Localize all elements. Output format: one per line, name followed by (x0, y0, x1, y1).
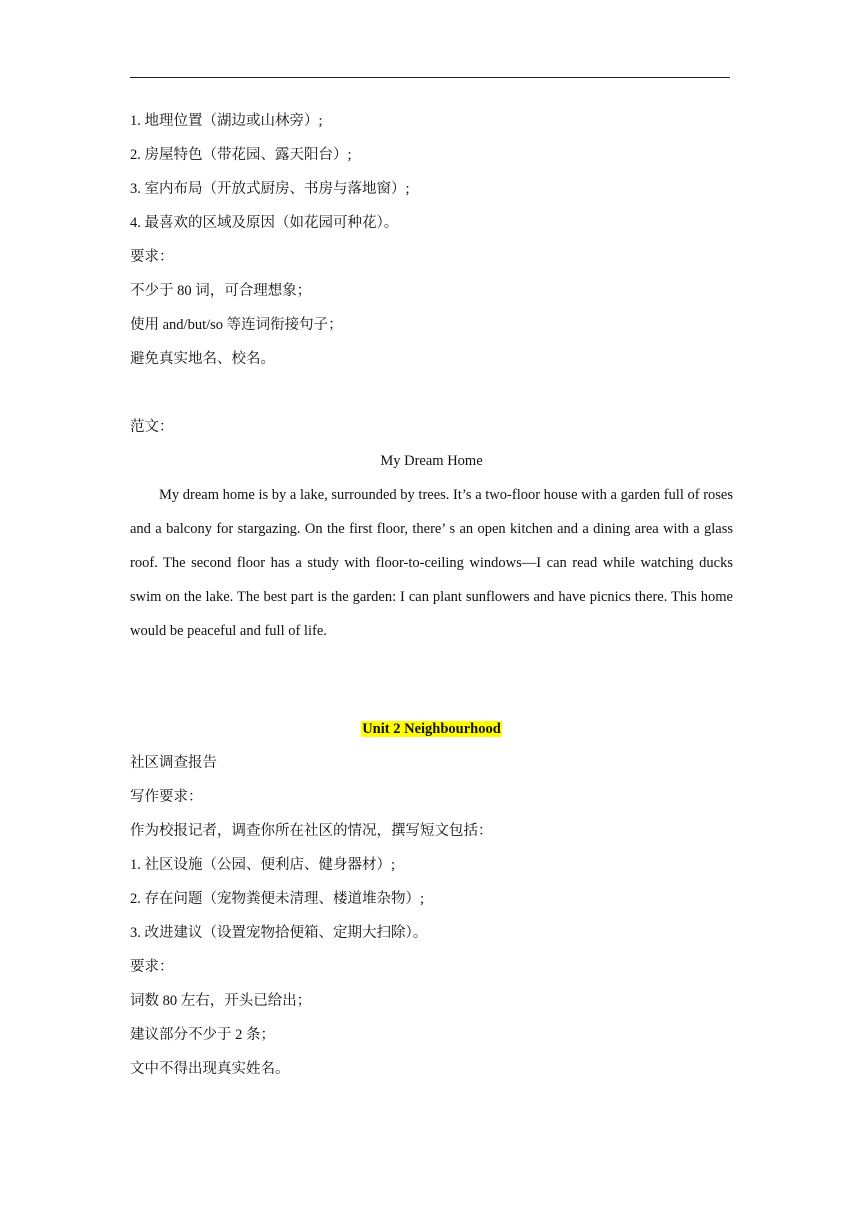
spacer (130, 376, 733, 410)
spacer (130, 648, 733, 712)
unit-heading (130, 712, 733, 746)
requirements-label: 要求： (130, 249, 174, 265)
essay-body: My dream home is by a lake, surrounded by trees. It’s a two-floor house with a garden full of roses and a balcony for stargazing. On the first floor, there’ s an open kitchen and a dining area with a glass roof. The second floor has a study with floor-to-ceiling windows—I can read while watching ducks swim on the lake. The best part is the garden: I can plant sunflowers and have picnics there. This home would be peaceful and full of life. (130, 487, 733, 639)
list-item: 3. 室内布局（开放式厨房、书房与落地窗）; (130, 181, 410, 197)
list-item: 3. 改进建议（设置宠物拾便箱、定期大扫除）。 (130, 925, 428, 941)
list-item: 2. 存在问题（宠物粪便未清理、楼道堆杂物）; (130, 891, 425, 907)
topic-title: 社区调查报告 (130, 755, 217, 771)
task-intro: 作为校报记者，调查你所在社区的情况，撰写短文包括： (130, 823, 493, 839)
requirement-item: 文中不得出现真实姓名。 (130, 1061, 290, 1077)
requirement-item: 词数 80 左右，开头已给出； (130, 993, 312, 1009)
requirement-item: 避免真实地名、校名。 (130, 351, 275, 367)
requirement-item: 不少于 80 词，可合理想象； (130, 283, 312, 299)
requirements-label: 要求： (130, 959, 174, 975)
task-label: 写作要求： (130, 789, 203, 805)
list-item: 4. 最喜欢的区域及原因（如花园可种花）。 (130, 215, 399, 231)
page-content (130, 104, 733, 1086)
sample-label: 范文： (130, 419, 174, 435)
list-item: 1. 社区设施（公园、便利店、健身器材）; (130, 857, 396, 873)
list-item: 2. 房屋特色（带花园、露天阳台）; (130, 147, 352, 163)
requirement-item: 建议部分不少于 2 条； (130, 1027, 275, 1043)
unit-title: Unit 2 Neighbourhood (362, 721, 501, 737)
essay-title: My Dream Home (380, 453, 483, 469)
requirement-item: 使用 and/but/so 等连词衔接句子； (130, 317, 343, 333)
header-rule (130, 77, 730, 78)
list-item: 1. 地理位置（湖边或山林旁）; (130, 113, 323, 129)
